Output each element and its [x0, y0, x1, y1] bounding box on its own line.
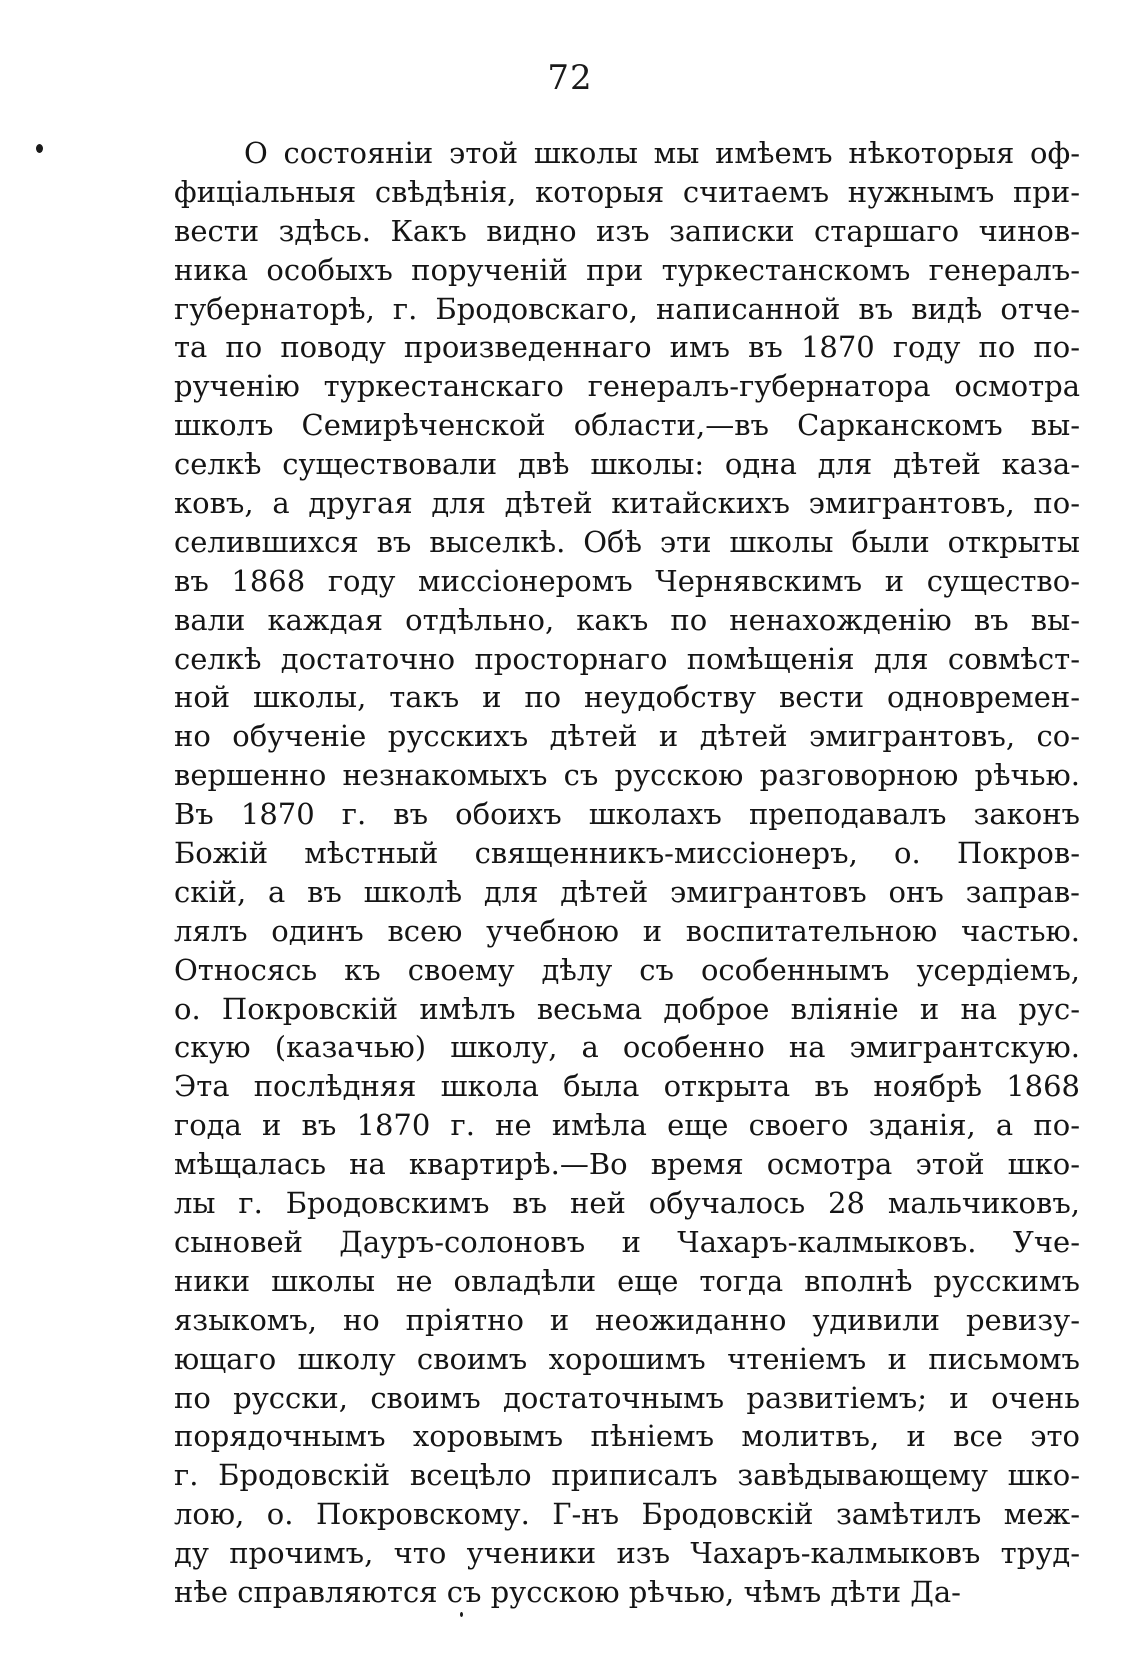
text-line: губернаторѣ, г. Бродовскаго, написанной въ видѣ отче- — [174, 291, 1080, 326]
text-line: вести здѣсь. Какъ видно изъ записки старшаго чинов- — [174, 213, 1080, 248]
text-line: школъ Семирѣченской области,—въ Сарканскомъ вы- — [174, 408, 1080, 443]
text-line: вершенно незнакомыхъ съ русскою разговорною рѣчью. — [174, 758, 1080, 793]
text-line: лялъ одинъ всею учебною и воспитательною частью. — [174, 913, 1080, 948]
text-line: лы г. Бродовскимъ въ ней обучалось 28 мальчиковъ, — [174, 1186, 1080, 1221]
text-line: сыновей Дауръ-солоновъ и Чахаръ-калмыковъ. Уче- — [174, 1224, 1080, 1259]
text-line: въ 1868 году миссіонеромъ Чернявскимъ и существо- — [174, 563, 1080, 598]
text-line: селкѣ достаточно просторнаго помѣщенія для совмѣст- — [174, 641, 1080, 676]
text-line: та по поводу произведеннаго имъ въ 1870 году по по- — [174, 330, 1080, 365]
margin-speck — [36, 144, 43, 153]
text-line: селившихся въ выселкѣ. Обѣ эти школы были открыты — [174, 524, 1080, 559]
text-line: г. Бродовскій всецѣло приписалъ завѣдывающему шко- — [174, 1458, 1080, 1493]
body-text — [174, 134, 1080, 1612]
text-line: но обученіе русскихъ дѣтей и дѣтей эмигрантовъ, со- — [174, 719, 1080, 754]
text-line: Относясь къ своему дѣлу съ особеннымъ усердіемъ, — [174, 952, 1080, 987]
margin-speck — [460, 1612, 463, 1617]
text-line: по русски, своимъ достаточнымъ развитіемъ; и очень — [174, 1380, 1080, 1415]
page-number: 72 — [547, 58, 593, 98]
text-line: порядочнымъ хоровымъ пѣніемъ молитвъ, и все это — [174, 1419, 1080, 1454]
text-line: ники школы не овладѣли еще тогда вполнѣ русскимъ — [174, 1263, 1080, 1298]
text-line: мѣщалась на квартирѣ.—Во время осмотра этой шко- — [174, 1147, 1080, 1182]
text-line: ющаго школу своимъ хорошимъ чтеніемъ и письмомъ — [174, 1341, 1080, 1376]
text-line: нѣе справляются съ русскою рѣчью, чѣмъ дѣти Да- — [174, 1574, 961, 1609]
text-line: рученію туркестанскаго генералъ-губернатора осмотра — [174, 369, 1080, 404]
text-line: ной школы, такъ и по неудобству вести одновремен- — [174, 680, 1080, 715]
text-line: года и въ 1870 г. не имѣла еще своего зданія, а по- — [174, 1108, 1080, 1143]
text-line: вали каждая отдѣльно, какъ по ненахожденію въ вы- — [174, 602, 1080, 637]
text-line: ковъ, а другая для дѣтей китайскихъ эмигрантовъ, по- — [174, 486, 1080, 521]
text-line: ду прочимъ, что ученики изъ Чахаръ-калмыковъ труд- — [174, 1536, 1080, 1571]
text-line: о. Покровскій имѣлъ весьма доброе вліяніе и на рус- — [174, 991, 1080, 1026]
text-line: фиціальныя свѣдѣнія, которыя считаемъ нужнымъ при- — [174, 174, 1080, 209]
text-line: Божій мѣстный священникъ-миссіонеръ, о. Покров- — [174, 836, 1080, 871]
text-line: скую (казачью) школу, а особенно на эмигрантскую. — [174, 1030, 1080, 1065]
text-line: селкѣ существовали двѣ школы: одна для дѣтей каза- — [174, 447, 1080, 482]
text-line: О состояніи этой школы мы имѣемъ нѣкоторыя оф- — [244, 136, 1080, 170]
text-line: лою, о. Покровскому. Г-нъ Бродовскій замѣтилъ меж- — [174, 1497, 1080, 1532]
text-line: Эта послѣдняя школа была открыта въ ноябрѣ 1868 — [174, 1069, 1080, 1104]
text-line: Въ 1870 г. въ обоихъ школахъ преподавалъ законъ — [174, 797, 1080, 832]
text-line: языкомъ, но пріятно и неожиданно удивили ревизу- — [174, 1302, 1080, 1337]
text-line: скій, а въ школѣ для дѣтей эмигрантовъ онъ заправ- — [174, 874, 1080, 909]
text-line: ника особыхъ порученій при туркестанскомъ генералъ- — [174, 252, 1080, 287]
